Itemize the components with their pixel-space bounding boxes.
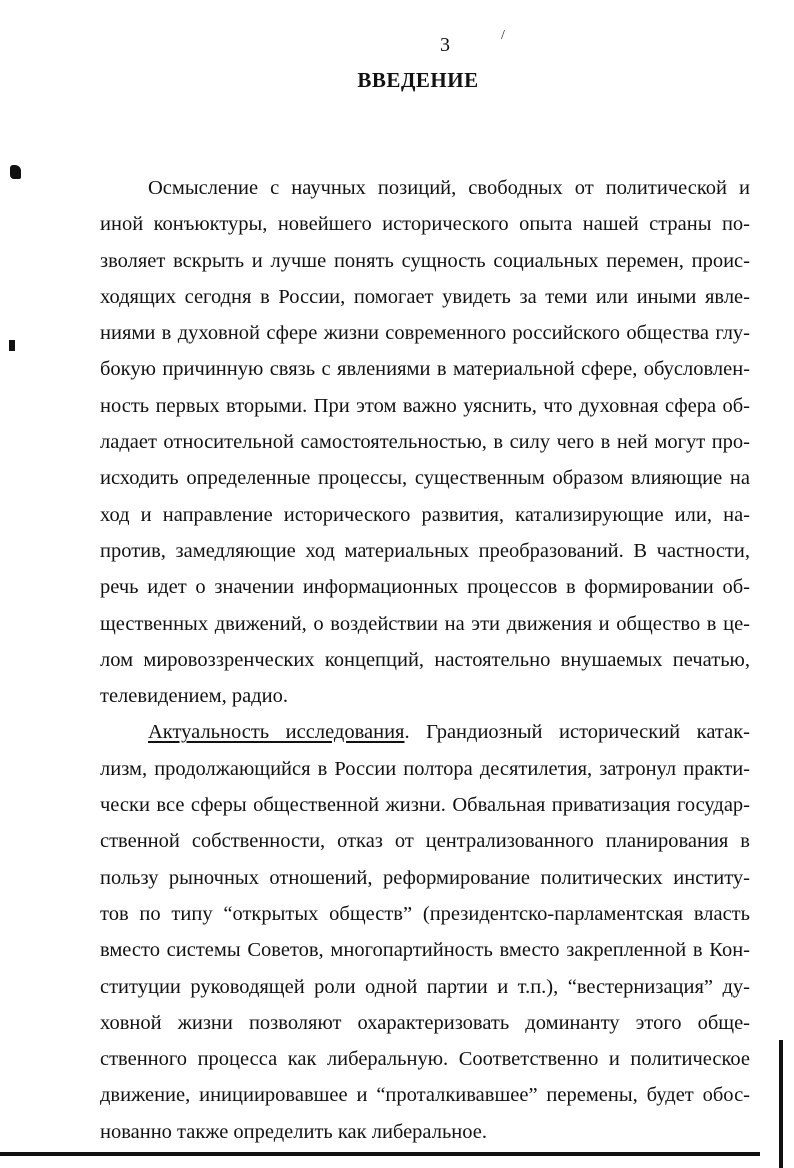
text-line: ственного процесса как либеральную. Соответственно и политическое <box>100 1048 750 1071</box>
section-lead-underlined: Актуальность исследования <box>148 721 405 744</box>
lead-line-rest: . Грандиозный исторический катак- <box>404 721 750 744</box>
margin-ink-mark <box>10 165 21 179</box>
text-line: исходить определенные процессы, существенным образом влияющие на <box>100 467 750 490</box>
page-number: 3 <box>440 34 450 56</box>
scan-edge-right <box>779 1040 783 1168</box>
margin-ink-mark-2 <box>9 340 15 351</box>
text-line: ниями в духовной сфере жизни современного российского общества глу- <box>100 322 750 345</box>
text-line: речь идет о значении информационных процессов в формировании об- <box>100 576 750 599</box>
text-line: ственной собственности, отказ от централизованного планирования в <box>100 830 750 853</box>
text-line: щественных движений, о воздействии на эти движения и общество в це- <box>100 612 750 635</box>
paragraph-relevance <box>100 714 750 1150</box>
text-line: иной конъюктуры, новейшего исторического опыта нашей страны по- <box>100 213 750 236</box>
text-line: нованно также определить как либеральное. <box>100 1120 487 1143</box>
text-line: ховной жизни позволяют охарактеризовать доминанту этого обще- <box>100 1011 750 1034</box>
text-line: лизм, продолжающийся в России полтора десятилетия, затронул практи- <box>100 757 750 780</box>
stray-mark: / <box>501 28 505 43</box>
section-heading: ВВЕДЕНИЕ <box>357 68 479 92</box>
text-line: пользу рыночных отношений, реформирование политических институ- <box>100 866 750 889</box>
text-line: бокую причинную связь с явлениями в материальной сфере, обусловлен- <box>100 358 750 381</box>
text-line: ход и направление исторического развития, катализирующие или, на- <box>100 503 750 526</box>
text-line: вместо системы Советов, многопартийность вместо закрепленной в Кон- <box>100 939 750 962</box>
text-line: движение, инициировавшее и “проталкивавшее” перемены, будет обос- <box>100 1084 750 1107</box>
text-line: телевидением, радио. <box>100 685 288 708</box>
text-line: ность первых вторыми. При этом важно уяснить, что духовная сфера об- <box>100 394 750 417</box>
text-line: зволяет вскрыть и лучше понять сущность социальных перемен, проис- <box>100 249 750 272</box>
paragraph-intro <box>100 170 750 714</box>
text-line: лом мировоззренческих концепций, настоятельно внушаемых печатью, <box>100 648 750 671</box>
text-line: ходящих сегодня в России, помогает увидеть за теми или иными явле- <box>100 285 750 308</box>
text-line: ладает относительной самостоятельностью, в силу чего в ней могут про- <box>100 431 750 454</box>
document-body <box>100 170 750 1150</box>
text-line: против, замедляющие ход материальных преобразований. В частности, <box>100 539 750 562</box>
text-line: чески все сферы общественной жизни. Обвальная приватизация государ- <box>100 794 750 817</box>
text-line: ституции руководящей роли одной партии и т.п.), “вестернизация” ду- <box>100 975 750 998</box>
text-line <box>100 714 750 750</box>
text-line: Осмысление с научных позиций, свободных от политической и <box>148 177 750 199</box>
text-line: тов по типу “открытых обществ” (президентско-парламентская власть <box>100 902 750 925</box>
scan-edge-bottom <box>0 1152 760 1156</box>
